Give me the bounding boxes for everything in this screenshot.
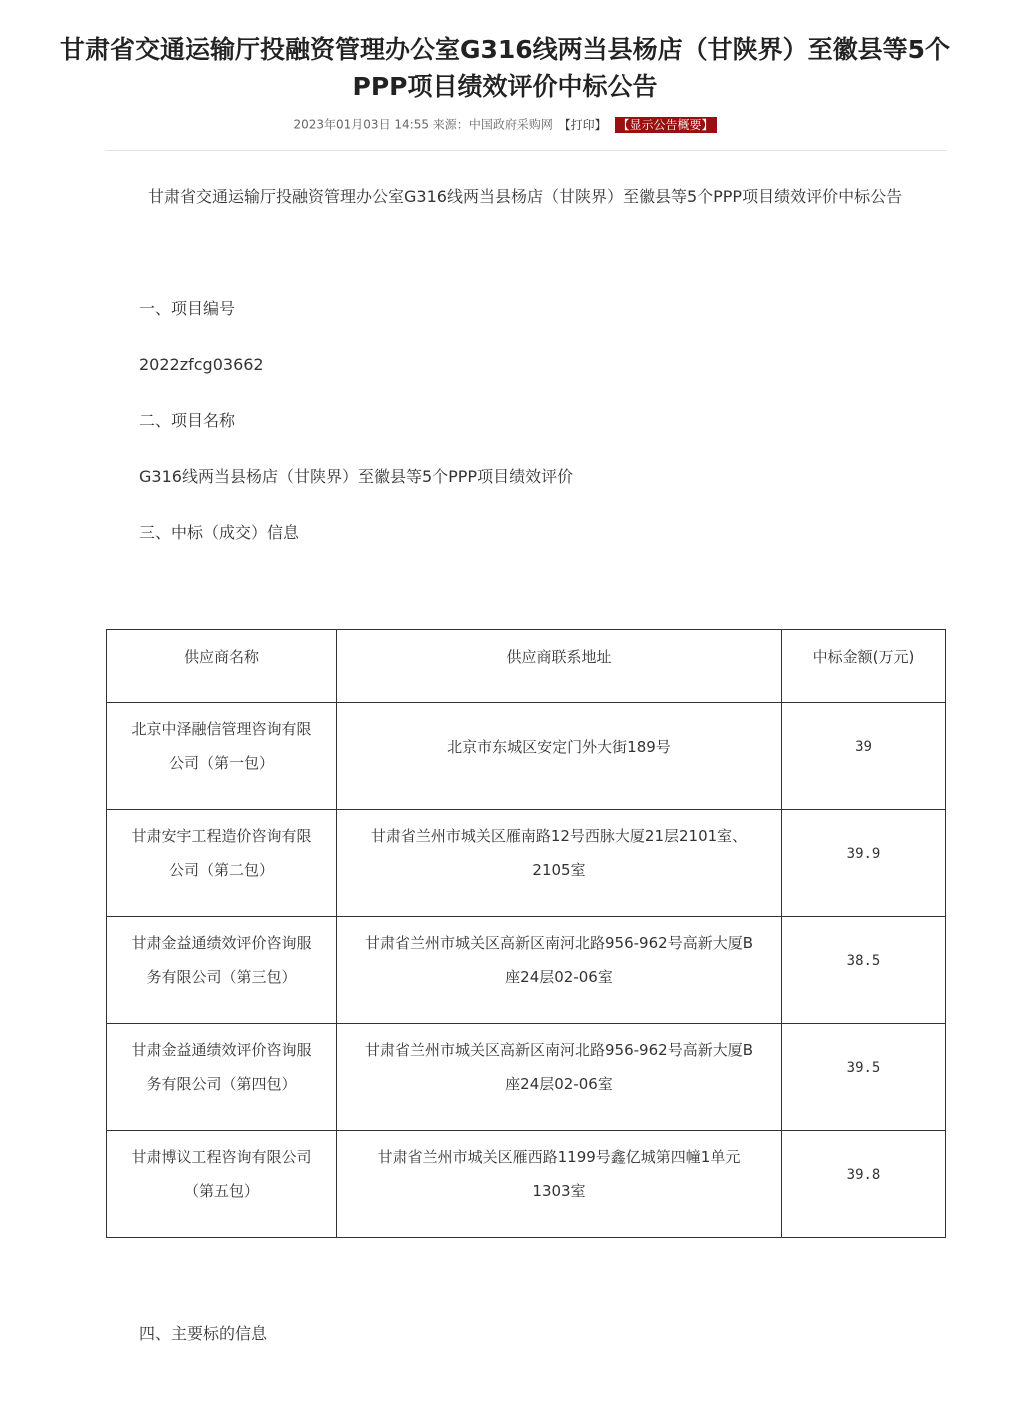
project-name-value: G316线两当县杨店（甘陕界）至徽县等5个PPP项目绩效评价 [139,467,574,486]
table-row [107,1024,946,1131]
supplier-address-line: 1303室 [532,1182,586,1200]
header-supplier-address: 供应商联系地址 [337,630,782,703]
table-row [107,703,946,810]
show-summary-button[interactable]: 【显示公告概要】 [615,117,717,133]
supplier-address-cell [337,703,782,810]
article-meta [0,115,1010,134]
section-award-info-heading: 三、中标（成交）信息 [139,523,300,542]
title-line-1: 甘肃省交通运输厅投融资管理办公室G316线两当县杨店（甘陕界）至徽县等5个 [59,34,951,64]
section-main-items-heading: 四、主要标的信息 [139,1324,268,1343]
supplier-address-line: 北京市东城区安定门外大街189号 [447,738,671,756]
supplier-name-line: （第五包） [183,1182,259,1200]
title-line-2: PPP项目绩效评价中标公告 [352,71,658,101]
table-header-row [107,630,946,703]
supplier-name-line: 甘肃金益通绩效评价咨询服 [131,934,312,952]
supplier-name-cell [107,1024,337,1131]
supplier-name-line: 务有限公司（第三包） [146,968,297,986]
table-row [107,1131,946,1238]
award-amount-cell: 39.9 [782,810,946,917]
source-label: 来源： [432,117,469,132]
section-project-name-heading: 二、项目名称 [139,411,236,430]
supplier-name-line: 务有限公司（第四包） [146,1075,297,1093]
print-link[interactable]: 【打印】 [558,117,607,132]
supplier-name-cell [107,810,337,917]
supplier-name-cell [107,917,337,1024]
page-title [0,31,1010,105]
table-row [107,810,946,917]
supplier-address-line: 甘肃省兰州市城关区高新区南河北路956-962号高新大厦B [365,1041,753,1059]
supplier-address-line: 甘肃省兰州市城关区雁南路12号西脉大厦21层2101室、 [370,827,748,845]
supplier-address-cell [337,917,782,1024]
header-divider [105,150,946,151]
supplier-address-cell [337,1131,782,1238]
award-amount-cell: 39.5 [782,1024,946,1131]
header-award-amount: 中标金额(万元) [782,630,946,703]
supplier-address-line: 座24层02-06室 [505,968,613,986]
supplier-name-line: 甘肃博议工程咨询有限公司 [131,1148,312,1166]
source-name: 中国政府采购网 [468,117,553,132]
header-supplier-name: 供应商名称 [107,630,337,703]
supplier-address-cell [337,1024,782,1131]
award-amount-cell: 39.8 [782,1131,946,1238]
supplier-name-line: 甘肃安宇工程造价咨询有限 [131,827,312,845]
table-row [107,917,946,1024]
supplier-name-line: 北京中泽融信管理咨询有限 [131,720,312,738]
award-amount-cell: 39 [782,703,946,810]
award-table [106,629,946,1238]
supplier-address-line: 甘肃省兰州市城关区雁西路1199号鑫亿城第四幢1单元 [377,1148,741,1166]
intro-paragraph: 甘肃省交通运输厅投融资管理办公室G316线两当县杨店（甘陕界）至徽县等5个PPP项目绩效评价中标公告 [148,187,903,206]
supplier-address-line: 座24层02-06室 [505,1075,613,1093]
supplier-name-cell [107,1131,337,1238]
supplier-address-cell [337,810,782,917]
award-amount-cell: 38.5 [782,917,946,1024]
supplier-address-line: 2105室 [532,861,586,879]
section-project-number-heading: 一、项目编号 [139,299,236,318]
supplier-address-line: 甘肃省兰州市城关区高新区南河北路956-962号高新大厦B [365,934,753,952]
project-number-value: 2022zfcg03662 [139,355,264,374]
supplier-name-line: 公司（第一包） [168,754,274,772]
supplier-name-line: 公司（第二包） [168,861,274,879]
publish-datetime: 2023年01月03日 14:55 [293,117,429,132]
supplier-name-line: 甘肃金益通绩效评价咨询服 [131,1041,312,1059]
supplier-name-cell [107,703,337,810]
